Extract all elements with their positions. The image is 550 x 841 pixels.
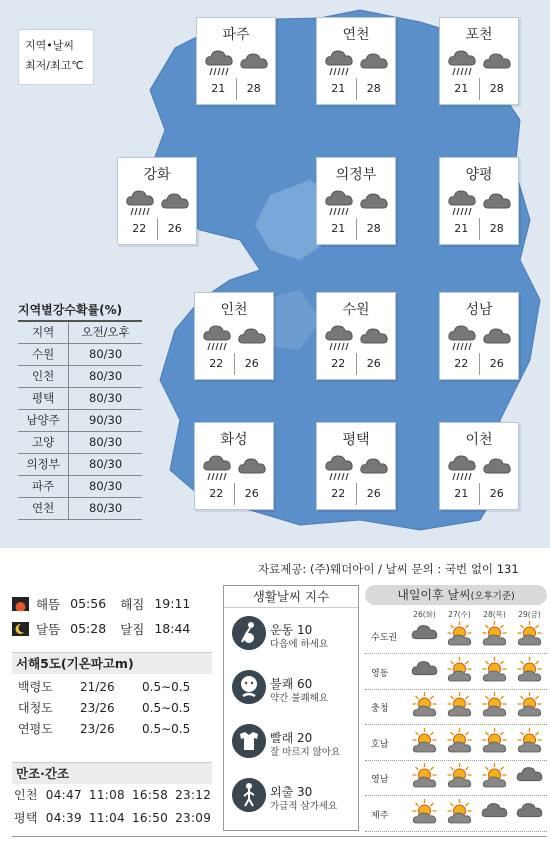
city-card (316, 292, 396, 380)
discomfort-icon (232, 670, 266, 704)
rain-cloud-icon (201, 323, 233, 353)
temps (201, 78, 271, 100)
cloud-icon (358, 453, 390, 483)
city-card (316, 157, 396, 245)
forecast-row (365, 725, 547, 761)
weather-icons (444, 323, 514, 353)
tide-time: 16:58 (131, 788, 169, 802)
city-card (439, 422, 519, 510)
cloud-icon (238, 48, 270, 78)
prob-cell: 90/30 (69, 409, 142, 431)
moonrise-time: 05:28 (70, 621, 107, 636)
city-card (117, 157, 197, 245)
sea-row (18, 698, 190, 719)
cloud-icon (481, 188, 513, 218)
city-name: 파주 (222, 27, 250, 43)
index-value: 운동 10 (270, 623, 313, 637)
moonset-label: 달짐 (120, 621, 145, 637)
sun-cloud-icon (442, 620, 477, 648)
temp-low: 21 (321, 78, 357, 100)
index-advice: 가급적 삼가세요 (270, 801, 338, 812)
wave-height: 0.5∼0.5 (142, 722, 191, 736)
region-cell: 인천 (18, 365, 69, 387)
prob-cell: 80/30 (69, 497, 142, 519)
forecast-row (365, 654, 547, 690)
prob-cell: 80/30 (69, 343, 142, 365)
tide-time: 23:12 (175, 788, 212, 802)
table-row (18, 365, 142, 387)
region-cell: 남양주 (18, 409, 69, 431)
index-advice: 잘 마르지 않아요 (270, 747, 341, 758)
temps (444, 218, 514, 240)
sun-cloud-icon (407, 762, 442, 790)
data-source: 자료제공: (주)웨더아이 / 날씨 문의 : 국번 없이 131 (258, 562, 519, 576)
island-temp: 23/26 (80, 722, 115, 736)
sun-cloud-icon (442, 762, 477, 790)
cloud-icon (512, 762, 547, 790)
cloud-icon (407, 656, 442, 684)
cloud-icon (481, 453, 513, 483)
forecast-title (365, 585, 547, 605)
temp-high: 26 (366, 357, 381, 370)
life-index-panel (223, 585, 359, 831)
rain-cloud-icon (124, 188, 156, 218)
cloud-icon (407, 620, 442, 648)
temp-high: 28 (366, 222, 381, 235)
forecast-title-text: 내일이후 날씨 (397, 588, 471, 602)
life-index-item (228, 774, 356, 826)
life-index-item (228, 666, 356, 718)
tide-time: 11:04 (88, 811, 125, 825)
city-name: 평택 (342, 432, 370, 448)
temp-low: 21 (444, 78, 480, 100)
city-name: 성남 (465, 302, 493, 318)
sun-cloud-icon (442, 691, 477, 719)
temp-high: 26 (489, 487, 504, 500)
city-card (196, 17, 276, 105)
forecast-row (365, 760, 547, 796)
cloud-icon (512, 798, 547, 826)
index-value: 빨래 20 (270, 731, 313, 745)
sunrise-time: 05:56 (70, 596, 107, 611)
index-advice: 다음에 하세요 (270, 639, 329, 650)
rain-cloud-icon (446, 453, 478, 483)
sun-cloud-icon (512, 691, 547, 719)
island-name: 백령도 (18, 680, 53, 694)
table-row (18, 497, 142, 519)
island-temp: 23/26 (80, 701, 115, 715)
forecast-date: 27(수) (448, 610, 471, 619)
weather-icons (321, 188, 391, 218)
city-card (316, 17, 396, 105)
city-card (194, 292, 274, 380)
temps (444, 78, 514, 100)
temps (321, 353, 391, 375)
table-row (18, 453, 142, 475)
region-name: 충청 (371, 704, 389, 714)
wave-height: 0.5∼0.5 (142, 680, 191, 694)
weather-icons (122, 188, 192, 218)
sunrise-row (12, 591, 212, 616)
life-index-title: 생활날씨 지수 (224, 586, 358, 608)
cloud-icon (236, 453, 268, 483)
temp-high: 26 (366, 487, 381, 500)
temps (199, 353, 269, 375)
sun-cloud-icon (512, 727, 547, 755)
temp-high: 26 (244, 357, 259, 370)
life-index-item (228, 612, 356, 664)
rain-cloud-icon (201, 453, 233, 483)
sun-cloud-icon (442, 727, 477, 755)
region-name: 수도권 (371, 633, 398, 643)
rain-cloud-icon (323, 188, 355, 218)
weather-icons (321, 48, 391, 78)
weather-icons (321, 323, 391, 353)
sea-section-title: 서해5도(기온파고m) (12, 652, 212, 674)
temp-high: 28 (366, 82, 381, 95)
sun-cloud-icon (407, 798, 442, 826)
temp-high: 28 (246, 82, 261, 95)
cloud-icon (481, 323, 513, 353)
city-name: 의정부 (335, 167, 377, 183)
sea-row (18, 719, 190, 740)
temp-high: 26 (489, 357, 504, 370)
cloud-icon (358, 188, 390, 218)
city-name: 포천 (465, 27, 493, 43)
prob-cell: 80/30 (69, 453, 142, 475)
prob-cell: 80/30 (69, 431, 142, 453)
cloud-icon (358, 323, 390, 353)
life-index-item (228, 720, 356, 772)
sunset-time: 19:11 (154, 596, 191, 611)
forecast-icons (407, 620, 547, 648)
region-name: 영동 (371, 668, 389, 679)
rain-cloud-icon (446, 48, 478, 78)
legend-line2: 최저/최고℃ (25, 59, 84, 72)
sea-row (18, 677, 190, 698)
tide-table (14, 784, 218, 830)
city-card (194, 422, 274, 510)
table-row (18, 387, 142, 409)
legend-line1: 지역•날씨 (25, 39, 74, 52)
tide-time: 11:08 (88, 788, 125, 802)
moonrise-label: 달뜸 (36, 621, 61, 637)
cloud-icon (481, 48, 513, 78)
weather-icons (199, 323, 269, 353)
sun-cloud-icon (407, 727, 442, 755)
sun-cloud-icon (442, 656, 477, 684)
forecast-icons (407, 762, 547, 790)
temps (122, 218, 192, 240)
tide-row (14, 807, 218, 830)
region-name: 호남 (371, 739, 389, 750)
col-header-region: 지역 (18, 321, 69, 343)
forecast-row (365, 796, 547, 832)
rain-cloud-icon (323, 453, 355, 483)
table-row (18, 475, 142, 497)
forecast-subtitle: (오후기준) (470, 591, 515, 602)
weather-icons (444, 188, 514, 218)
temp-high: 26 (244, 487, 259, 500)
sun-cloud-icon (407, 691, 442, 719)
index-value: 외출 30 (270, 785, 313, 799)
temp-high: 28 (489, 222, 504, 235)
temps (199, 483, 269, 505)
prob-cell: 80/30 (69, 475, 142, 497)
cloud-icon (477, 798, 512, 826)
wave-height: 0.5∼0.5 (142, 701, 191, 715)
tide-section-title: 만조·간조 (12, 762, 212, 784)
weather-icons (201, 48, 271, 78)
tide-location: 인천 (14, 788, 38, 802)
cloud-icon (358, 48, 390, 78)
weather-icons (444, 453, 514, 483)
forecast-icons (407, 656, 547, 684)
temps (321, 78, 391, 100)
weather-icons (321, 453, 391, 483)
forecast-row (365, 618, 547, 654)
island-name: 대청도 (18, 701, 53, 715)
temp-low: 22 (444, 353, 480, 375)
temp-low: 21 (321, 218, 357, 240)
region-cell: 파주 (18, 475, 69, 497)
weather-icons (444, 48, 514, 78)
moonrise-row (12, 616, 212, 641)
temp-high: 28 (489, 82, 504, 95)
temp-low: 22 (321, 483, 357, 505)
city-name: 인천 (220, 302, 248, 318)
tide-time: 04:39 (45, 811, 82, 825)
forecast-row (365, 689, 547, 725)
forecast-date: 28(목) (483, 610, 506, 619)
sunrise-icon (12, 597, 29, 611)
temps (321, 483, 391, 505)
temp-low: 21 (201, 78, 237, 100)
rain-cloud-icon (203, 48, 235, 78)
city-name: 이천 (465, 432, 493, 448)
sports-icon (232, 616, 266, 650)
sunrise-label: 해뜸 (36, 596, 61, 612)
table-row (18, 431, 142, 453)
tide-time: 16:50 (131, 811, 169, 825)
city-name: 양평 (465, 167, 493, 183)
cloud-icon (159, 188, 191, 218)
temps (321, 218, 391, 240)
sun-cloud-icon (477, 691, 512, 719)
table-row (18, 409, 142, 431)
city-card (316, 422, 396, 510)
sun-cloud-icon (477, 762, 512, 790)
temps (444, 353, 514, 375)
city-card (439, 157, 519, 245)
tide-row (14, 784, 218, 807)
city-card (439, 292, 519, 380)
forecast-date: 26(화) (413, 610, 436, 619)
weather-icons (199, 453, 269, 483)
prob-cell: 80/30 (69, 365, 142, 387)
temp-low: 22 (122, 218, 158, 240)
index-value: 불쾌 60 (270, 677, 313, 691)
sea-table (18, 677, 190, 740)
tide-time: 23:09 (175, 811, 212, 825)
map-legend (18, 29, 94, 85)
region-name: 영남 (371, 775, 389, 785)
table-row (18, 343, 142, 365)
sun-cloud-icon (477, 727, 512, 755)
temp-low: 22 (199, 483, 235, 505)
region-cell: 고양 (18, 431, 69, 453)
region-cell: 평택 (18, 387, 69, 409)
laundry-icon (232, 724, 266, 758)
rain-probability-table (18, 300, 142, 520)
rain-table-title: 지역별강수확률(%) (18, 303, 123, 317)
forecast-date: 29(금) (518, 610, 541, 619)
rain-cloud-icon (446, 188, 478, 218)
region-name: 제주 (371, 810, 389, 821)
col-header-prob: 오전/오후 (69, 321, 142, 343)
tide-time: 04:47 (45, 788, 82, 802)
moonset-time: 18:44 (154, 621, 191, 636)
region-cell: 수원 (18, 343, 69, 365)
forecast-icons (407, 727, 547, 755)
region-cell: 연천 (18, 497, 69, 519)
index-advice: 약간 불쾌해요 (270, 693, 329, 704)
tide-location: 평택 (14, 811, 38, 825)
city-name: 수원 (342, 302, 370, 318)
cloud-icon (236, 323, 268, 353)
sunset-label: 해짐 (120, 596, 145, 612)
prob-cell: 80/30 (69, 387, 142, 409)
sun-cloud-icon (477, 620, 512, 648)
city-name: 강화 (143, 167, 171, 183)
rain-cloud-icon (446, 323, 478, 353)
sun-cloud-icon (512, 620, 547, 648)
moonrise-icon (12, 622, 29, 636)
temp-low: 22 (199, 353, 235, 375)
sun-cloud-icon (477, 656, 512, 684)
temp-high: 26 (167, 222, 182, 235)
temp-low: 21 (444, 483, 480, 505)
temps (444, 483, 514, 505)
city-name: 화성 (220, 432, 248, 448)
region-cell: 의정부 (18, 453, 69, 475)
forecast-icons (407, 798, 547, 826)
city-name: 연천 (342, 27, 370, 43)
island-name: 연평도 (18, 722, 53, 736)
outing-icon (232, 778, 266, 812)
rain-cloud-icon (323, 323, 355, 353)
sun-cloud-icon (442, 798, 477, 826)
temp-low: 22 (321, 353, 357, 375)
divider (12, 836, 547, 837)
island-temp: 21/26 (80, 680, 115, 694)
rain-cloud-icon (323, 48, 355, 78)
temp-low: 21 (444, 218, 480, 240)
forecast-panel (365, 585, 547, 831)
forecast-icons (407, 691, 547, 719)
sun-cloud-icon (512, 656, 547, 684)
city-card (439, 17, 519, 105)
sun-moon-times (12, 591, 212, 641)
